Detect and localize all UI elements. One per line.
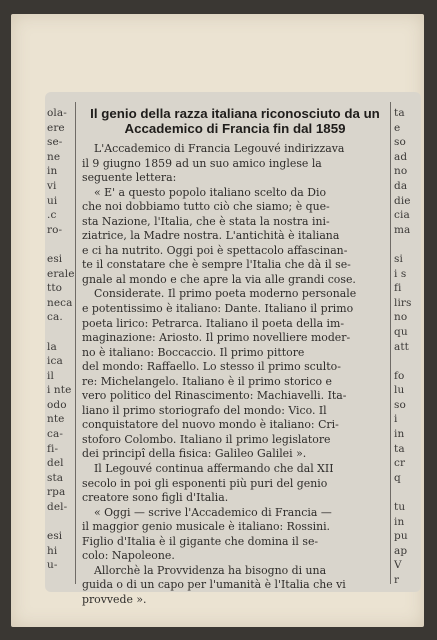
- paragraph-intro: L'Accademico di Francia Legouvé indirizzava il 9 giugno 1859 ad un suo amico inglese la seguente lettera:: [82, 142, 345, 185]
- headline: [82, 106, 388, 136]
- paragraph-legouve-continua: Il Legouvé continua affermando che dal XII secolo in poi gli esponenti più puri del genio creatore sono figli d'Italia.: [82, 462, 334, 505]
- paragraph-oggi: « Oggi — scrive l'Accademico di Francia — il maggior genio musicale è italiano: Rossini. Figlio d'Italia è il gigante che domina il se- colo: Napoleone.: [82, 505, 332, 563]
- left-column-fragment: ola- ere se- ne in vi ui .c ro- esi erale tto neca ca. la ica il i nte odo nte ca- fi- del sta rpa del- esi hi u-: [47, 107, 75, 572]
- right-column-fragment: ta e so ad no da die cia ma si i s fi lirs no qu att fo lu so i in ta cr q tu in pu ap V r: [394, 107, 412, 586]
- headline-line-2: Accademico di Francia fin dal 1859: [124, 121, 346, 136]
- newspaper-clipping: [45, 92, 421, 606]
- paragraph-considerate: Considerate. Il primo poeta moderno personale e potentissimo è italiano: Dante. Italiano il primo poeta lirico: Petrarca. Italiano il poeta della im- maginazione: Ariosto. Il primo novelliere moder- no è italiano: Boccaccio. Il primo pittore del mondo: Raffaello. Lo stesso il primo sculto- re: Michelangelo. Italiano è il primo storico e vero politico del Rinascimento: Machiavelli. Ita- liano il primo storiografo del mondo: Vico. Il conquistatore del nuovo mondo è italiano: Cri- stoforo Colombo. Italiano il primo legislatore dei principî della fisica: Galileo Galilei ».: [82, 287, 357, 461]
- column-rule-right: [390, 102, 391, 584]
- article: [82, 106, 388, 608]
- column-rule-left: [75, 102, 76, 584]
- headline-line-1: Il genio della razza italiana riconosciuto da un: [90, 106, 380, 121]
- article-body: [82, 142, 388, 608]
- postcard: [11, 14, 424, 627]
- paragraph-letter-opening: « E' a questo popolo italiano scelto da Dio che noi dobbiamo tutto ciò che siamo; è que- sta Nazione, l'Italia, che è stata la nostra ini- ziatrice, la Madre nostra. L'antichità è italiana e ci ha nutrito. Oggi poi è spettacolo affascinan- te il constatare che è sempre l'Italia che dà il se- gnale al mondo e che apre la via alle grandi cose.: [82, 185, 356, 286]
- paragraph-provvidenza: Allorchè la Provvidenza ha bisogno di una guida o di un capo per l'umanità è l'Italia che vi provvede ».: [82, 563, 346, 606]
